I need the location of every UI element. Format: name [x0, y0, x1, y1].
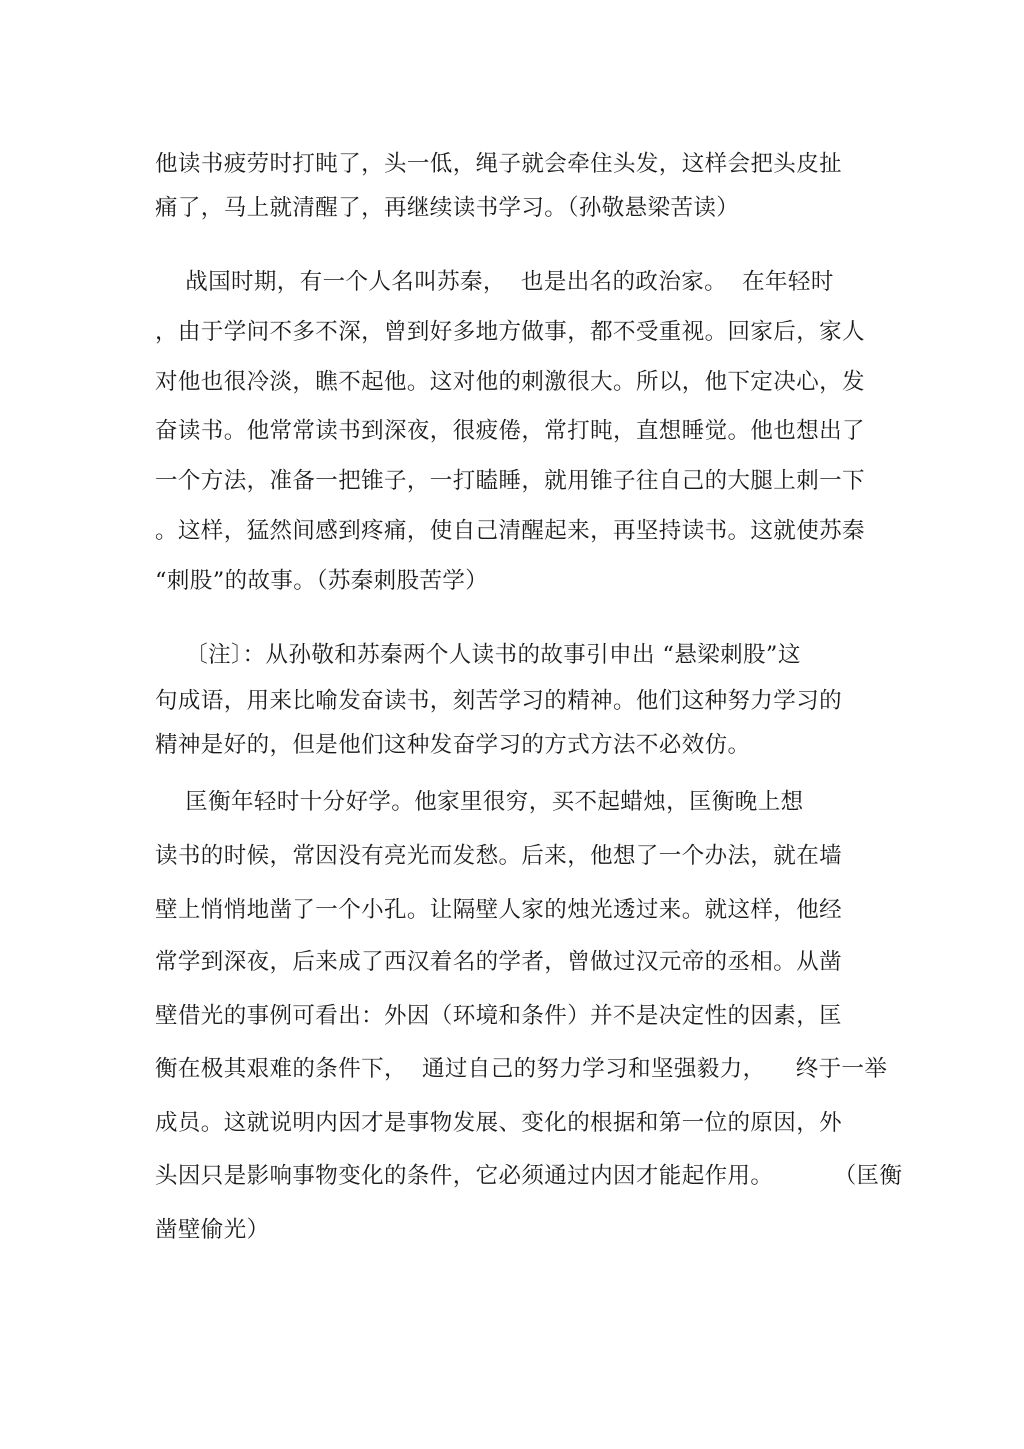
paragraph-1-line-2: 痛了，马上就清醒了，再继续读书学习。（孙敬悬梁苦读） [155, 195, 740, 221]
paragraph-2-line-4: 奋读书。他常常读书到深夜，很疲倦，常打盹，直想睡觉。他也想出了 [155, 418, 865, 444]
paragraph-3-line-3: 壁上悄悄地凿了一个小孔。让隔壁人家的烛光透过来。就这样，他经 [155, 897, 843, 923]
paragraph-2-line-3: 对他也很冷淡，瞧不起他。这对他的刺激很大。所以，他下定决心，发 [155, 369, 865, 395]
paragraph-3-line-8: 头因只是影响事物变化的条件，它必须通过内因才能起作用。 （匡衡 [155, 1163, 903, 1189]
paragraph-3-line-7: 成员。这就说明内因才是事物发展、变化的根据和第一位的原因，外 [155, 1110, 843, 1136]
paragraph-2-line-7: “刺股”的故事。（苏秦刺股苦学） [155, 568, 489, 594]
paragraph-2-line-5: 一个方法，准备一把锥子，一打瞌睡，就用锥子往自己的大腿上刺一下 [155, 468, 865, 494]
paragraph-3-line-1: 匡衡年轻时十分好学。他家里很穷，买不起蜡烛，匡衡晚上想 [155, 789, 804, 815]
paragraph-3-line-9: 凿壁偷光） [155, 1217, 270, 1243]
paragraph-2-line-1: 战国时期，有一个人名叫苏秦， 也是出名的政治家。 在年轻时 [155, 269, 834, 295]
note-line-3: 精神是好的，但是他们这种发奋学习的方式方法不必效仿。 [155, 732, 751, 758]
paragraph-1-line-1: 他读书疲劳时打盹了，头一低，绳子就会牵住头发，这样会把头皮扯 [155, 151, 843, 177]
paragraph-2-line-2: ，由于学问不多不深，曾到好多地方做事，都不受重视。回家后，家人 [155, 319, 865, 345]
paragraph-3-line-5: 壁借光的事例可看出：外因（环境和条件）并不是决定性的因素，匡 [155, 1003, 843, 1029]
paragraph-2-line-6: 。这样，猛然间感到疼痛，使自己清醒起来，再坚持读书。这就使苏秦 [155, 518, 865, 544]
paragraph-3-line-4: 常学到深夜，后来成了西汉着名的学者，曾做过汉元帝的丞相。从凿 [155, 949, 843, 975]
paragraph-3-line-2: 读书的时候，常因没有亮光而发愁。后来，他想了一个办法，就在墙 [155, 843, 843, 869]
note-line-1: 〔注〕：从孙敬和苏秦两个人读书的故事引申出 “悬梁刺股”这 [155, 642, 801, 668]
paragraph-3-line-6: 衡在极其艰难的条件下， 通过自己的努力学习和坚强毅力， 终于一举 [155, 1056, 888, 1082]
note-line-2: 句成语，用来比喻发奋读书，刻苦学习的精神。他们这种努力学习的 [155, 688, 843, 714]
